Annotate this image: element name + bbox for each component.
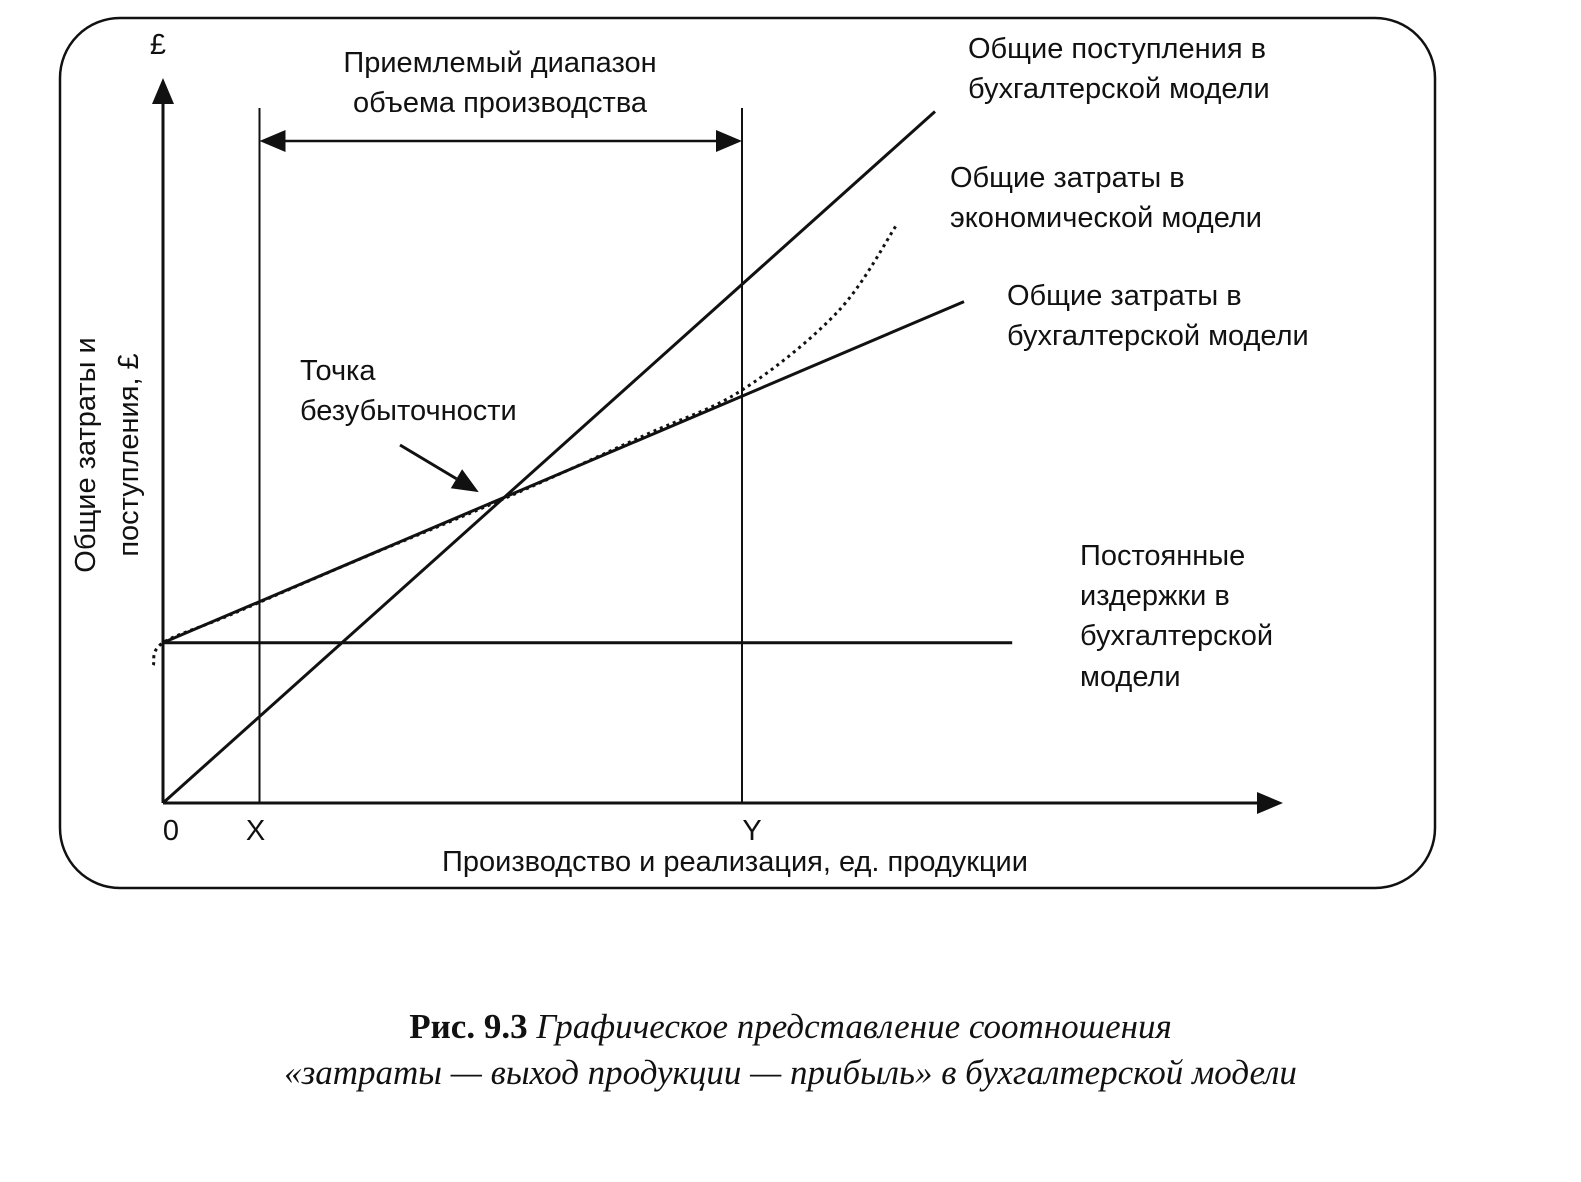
series-label-econ-cost-line2: экономической модели xyxy=(950,202,1262,234)
series-label-fixed-cost-line2: издержки в xyxy=(1080,580,1230,612)
chart-frame xyxy=(60,18,1435,888)
range-arrow-right-head xyxy=(716,130,742,152)
series-label-revenue-line2: бухгалтерской модели xyxy=(968,73,1270,105)
series-label-acc-cost-line2: бухгалтерской модели xyxy=(1007,320,1309,352)
caption-title-line1: Графическое представление соотношения xyxy=(536,1007,1172,1046)
x-axis-label: Производство и реализация, ед. продукции xyxy=(442,846,1028,878)
range-label-line1: Приемлемый диапазон xyxy=(343,47,657,79)
x-tick-label-x: X xyxy=(245,815,266,847)
y-axis-arrowhead xyxy=(152,78,174,104)
range-arrow-left-head xyxy=(260,130,286,152)
break-even-label-line1: Точка xyxy=(300,355,376,387)
series-label-revenue-line1: Общие поступления в xyxy=(968,33,1266,65)
x-tick-label-origin: 0 xyxy=(162,815,180,847)
break-even-arrow-head xyxy=(451,469,479,492)
y-axis-label-line2: поступления, £ xyxy=(113,353,145,557)
series-label-fixed-cost-line1: Постоянные xyxy=(1080,540,1246,572)
x-axis-arrowhead xyxy=(1257,792,1283,814)
figure-caption xyxy=(0,1004,1581,1096)
y-axis-unit: £ xyxy=(149,29,167,61)
caption-number: Рис. 9.3 xyxy=(409,1007,528,1046)
range-label-line2: объема производства xyxy=(352,87,648,119)
series-label-fixed-cost-line4: модели xyxy=(1080,661,1181,693)
x-tick-label-y: Y xyxy=(742,815,762,847)
caption-line1 xyxy=(0,1004,1581,1050)
break-even-arrow xyxy=(400,445,456,479)
series-revenue-line xyxy=(163,112,935,804)
series-label-acc-cost-line1: Общие затраты в xyxy=(1007,280,1242,312)
series-label-fixed-cost-line3: бухгалтерской xyxy=(1080,620,1274,652)
break-even-label-line2: безубыточности xyxy=(300,395,517,427)
caption-line2: «затраты — выход продукции — прибыль» в бухгалтерской модели xyxy=(284,1053,1297,1092)
y-axis-label-line1: Общие затраты и xyxy=(70,337,102,573)
series-label-econ-cost-line1: Общие затраты в xyxy=(950,162,1185,194)
